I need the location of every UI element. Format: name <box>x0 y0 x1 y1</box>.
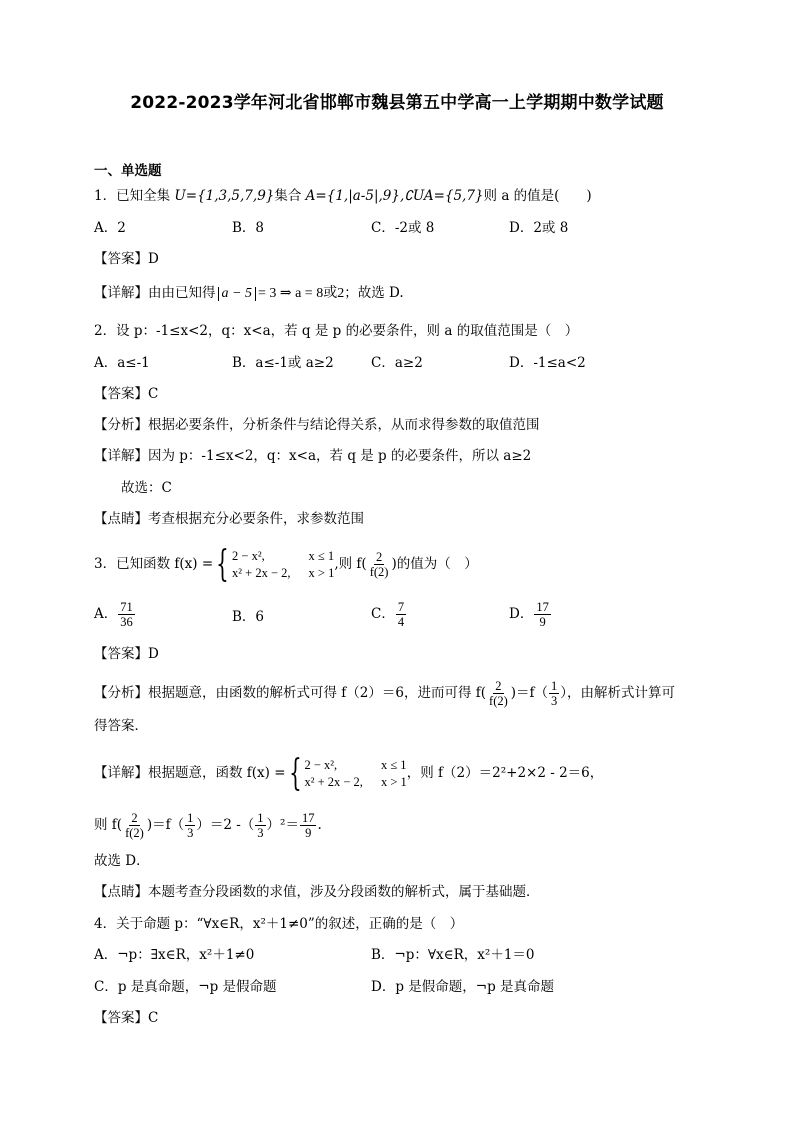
frac-num: 71 <box>120 600 133 614</box>
comment-text: 本题考查分段函数的求值，涉及分段函数的解析式，属于基础题． <box>148 884 540 900</box>
q2-comment <box>94 510 364 528</box>
opt-label: C． <box>371 606 395 622</box>
case2-expr: x² + 2x − 2, <box>232 565 291 580</box>
q1-detail <box>94 284 404 303</box>
q1-set-u: U={1,3,5,7,9} <box>174 188 275 204</box>
detail-math: = 3 ⇒ a = 8或2 <box>257 286 345 301</box>
q3-suffix: )的值为（ ） <box>391 556 478 572</box>
detail-tag: 【详解】 <box>94 285 148 301</box>
detail-prefix: 由由已知得 <box>148 285 216 301</box>
q1-option-d: D．2或 8 <box>509 220 569 236</box>
then-prefix: 则 f( <box>94 817 123 833</box>
frac-num: 2 <box>375 550 383 564</box>
then-suffix: . <box>317 817 322 833</box>
answer-value: D <box>148 646 159 662</box>
q4-option-c: C．p 是真命题，¬p 是假命题 <box>94 979 277 995</box>
frac-den: 4 <box>397 615 405 629</box>
case1-expr: 2 − x², <box>304 757 338 772</box>
q3-analysis-line2: 得答案． <box>94 718 148 734</box>
q2-choose: 故选：C <box>121 480 172 496</box>
q4-option-b: B．¬p：∀x∈R，x²＋1＝0 <box>371 947 535 963</box>
q2-option-d: D．-1≤a<2 <box>509 355 586 371</box>
question-3-stem <box>94 545 478 583</box>
q3-answer <box>94 645 159 663</box>
q3-choose: 故选 D． <box>94 853 150 869</box>
detail-tag: 【详解】 <box>94 765 148 781</box>
then-mid2: ）＝2 -（ <box>196 817 255 833</box>
q2-option-b: B．a≤-1或 a≥2 <box>232 355 334 371</box>
q3-option-b: B．6 <box>232 609 265 625</box>
q3-fraction <box>368 550 391 579</box>
q1-suffix: 则 a 的值是( ) <box>483 188 592 204</box>
frac-num: 17 <box>536 600 549 614</box>
q3-option-c <box>371 600 407 629</box>
q2-analysis <box>94 416 540 434</box>
answer-value: D <box>148 251 159 267</box>
frac-den: 3 <box>257 826 264 840</box>
q1-set-a: A={1,|a-5|,9}, <box>305 188 405 204</box>
q2-option-a: A．a≤-1 <box>94 355 150 371</box>
q3-prefix: 3．已知函数 f(x) = <box>94 556 214 572</box>
opt-label: D． <box>509 606 534 622</box>
q1-prefix: 1．已知全集 <box>94 188 175 204</box>
q4-option-a: A．¬p：∃x∈R，x²＋1≠0 <box>94 947 255 963</box>
frac-num: 1 <box>551 679 558 693</box>
q1-answer <box>94 250 159 268</box>
q3-option-d <box>509 600 552 629</box>
q1-option-c: C．-2或 8 <box>371 220 435 236</box>
frac-den: 36 <box>120 615 133 629</box>
detail-prefix: 根据题意，函数 f(x) = <box>148 765 286 781</box>
frac-den: f(2) <box>369 565 389 579</box>
question-4-stem: 4．关于命题 p：“∀x∈R，x²＋1≠0”的叙述，正确的是（ ） <box>94 916 464 932</box>
q3-detail <box>94 754 603 792</box>
frac-num: 2 <box>495 679 502 693</box>
answer-tag: 【答案】 <box>94 386 148 402</box>
q3-analysis <box>94 676 675 710</box>
frac-num: 17 <box>301 811 315 825</box>
piecewise-function: { 2 − x², x ≤ 1 x² + 2x − 2, x > 1 <box>216 543 335 585</box>
case2-cond: x > 1 <box>308 565 335 580</box>
frac-num: 1 <box>187 811 194 825</box>
q3-mid: ,则 f( <box>334 556 367 572</box>
analysis-tag: 【分析】 <box>94 417 148 433</box>
answer-tag: 【答案】 <box>94 646 148 662</box>
q4-answer <box>94 1009 158 1027</box>
comment-text: 考查根据充分必要条件，求参数范围 <box>148 511 364 527</box>
section-heading: 一、单选题 <box>94 163 162 179</box>
then-mid: )＝f（ <box>146 817 185 833</box>
q3-then <box>94 808 322 842</box>
q2-option-c: C．a≥2 <box>371 355 423 371</box>
q3-option-a <box>94 600 136 629</box>
frac-den: 3 <box>551 694 558 708</box>
analysis-text: 根据必要条件，分析条件与结论得关系，从而求得参数的取值范围 <box>148 417 540 433</box>
case1-expr: 2 − x², <box>232 548 265 563</box>
detail-text: 因为 p：-1≤x<2，q：x<a，若 q 是 p 的必要条件，所以 a≥2 <box>148 448 532 464</box>
frac-den: f(2) <box>125 826 144 840</box>
detail-suffix: ；故选 D. <box>344 285 404 301</box>
q1-complement: ∁UA={5,7} <box>404 188 484 204</box>
frac-num: 2 <box>131 811 138 825</box>
opt-label: A． <box>94 606 118 622</box>
q1-option-b: B．8 <box>232 220 265 236</box>
q2-answer <box>94 385 158 403</box>
case2-cond: x > 1 <box>380 774 407 789</box>
case2-expr: x² + 2x − 2, <box>304 774 363 789</box>
q2-detail <box>94 447 531 465</box>
frac-num: 7 <box>397 600 405 614</box>
analysis-suffix: ），由解析式计算可 <box>560 685 676 701</box>
frac-den: 9 <box>305 826 312 840</box>
comment-tag: 【点睛】 <box>94 884 148 900</box>
answer-tag: 【答案】 <box>94 251 148 267</box>
piecewise-function: { 2 − x², x ≤ 1 x² + 2x − 2, x > 1 <box>288 752 407 794</box>
comment-tag: 【点睛】 <box>94 511 148 527</box>
frac-den: 9 <box>539 615 546 629</box>
analysis-mid: )＝f（ <box>510 685 549 701</box>
analysis-prefix: 根据题意，由函数的解析式可得 f（2）＝6，进而可得 f( <box>148 685 487 701</box>
abs-expression: a − 5 <box>218 287 256 301</box>
q3-comment <box>94 883 540 901</box>
q1-mid: 集合 <box>274 188 306 204</box>
question-1-stem <box>94 187 592 205</box>
detail-suffix: ，则 f（2）＝2²+2×2 - 2＝6， <box>406 765 604 781</box>
answer-value: C <box>148 1010 159 1026</box>
then-mid3: ）²＝ <box>266 817 299 833</box>
q1-option-a: A．2 <box>94 220 126 236</box>
frac-num: 1 <box>257 811 264 825</box>
answer-value: C <box>148 386 159 402</box>
frac-den: 3 <box>187 826 194 840</box>
page-title: 2022-2023学年河北省邯郸市魏县第五中学高一上学期期中数学试题 <box>130 93 664 113</box>
case1-cond: x ≤ 1 <box>308 548 335 563</box>
answer-tag: 【答案】 <box>94 1010 148 1026</box>
case1-cond: x ≤ 1 <box>380 757 407 772</box>
analysis-tag: 【分析】 <box>94 685 148 701</box>
q4-option-d: D．p 是假命题，¬p 是真命题 <box>371 979 555 995</box>
question-2-stem: 2．设 p：-1≤x<2，q：x<a，若 q 是 p 的必要条件，则 a 的取值范围是（ ） <box>94 323 579 339</box>
frac-den: f(2) <box>489 694 508 708</box>
detail-tag: 【详解】 <box>94 448 148 464</box>
